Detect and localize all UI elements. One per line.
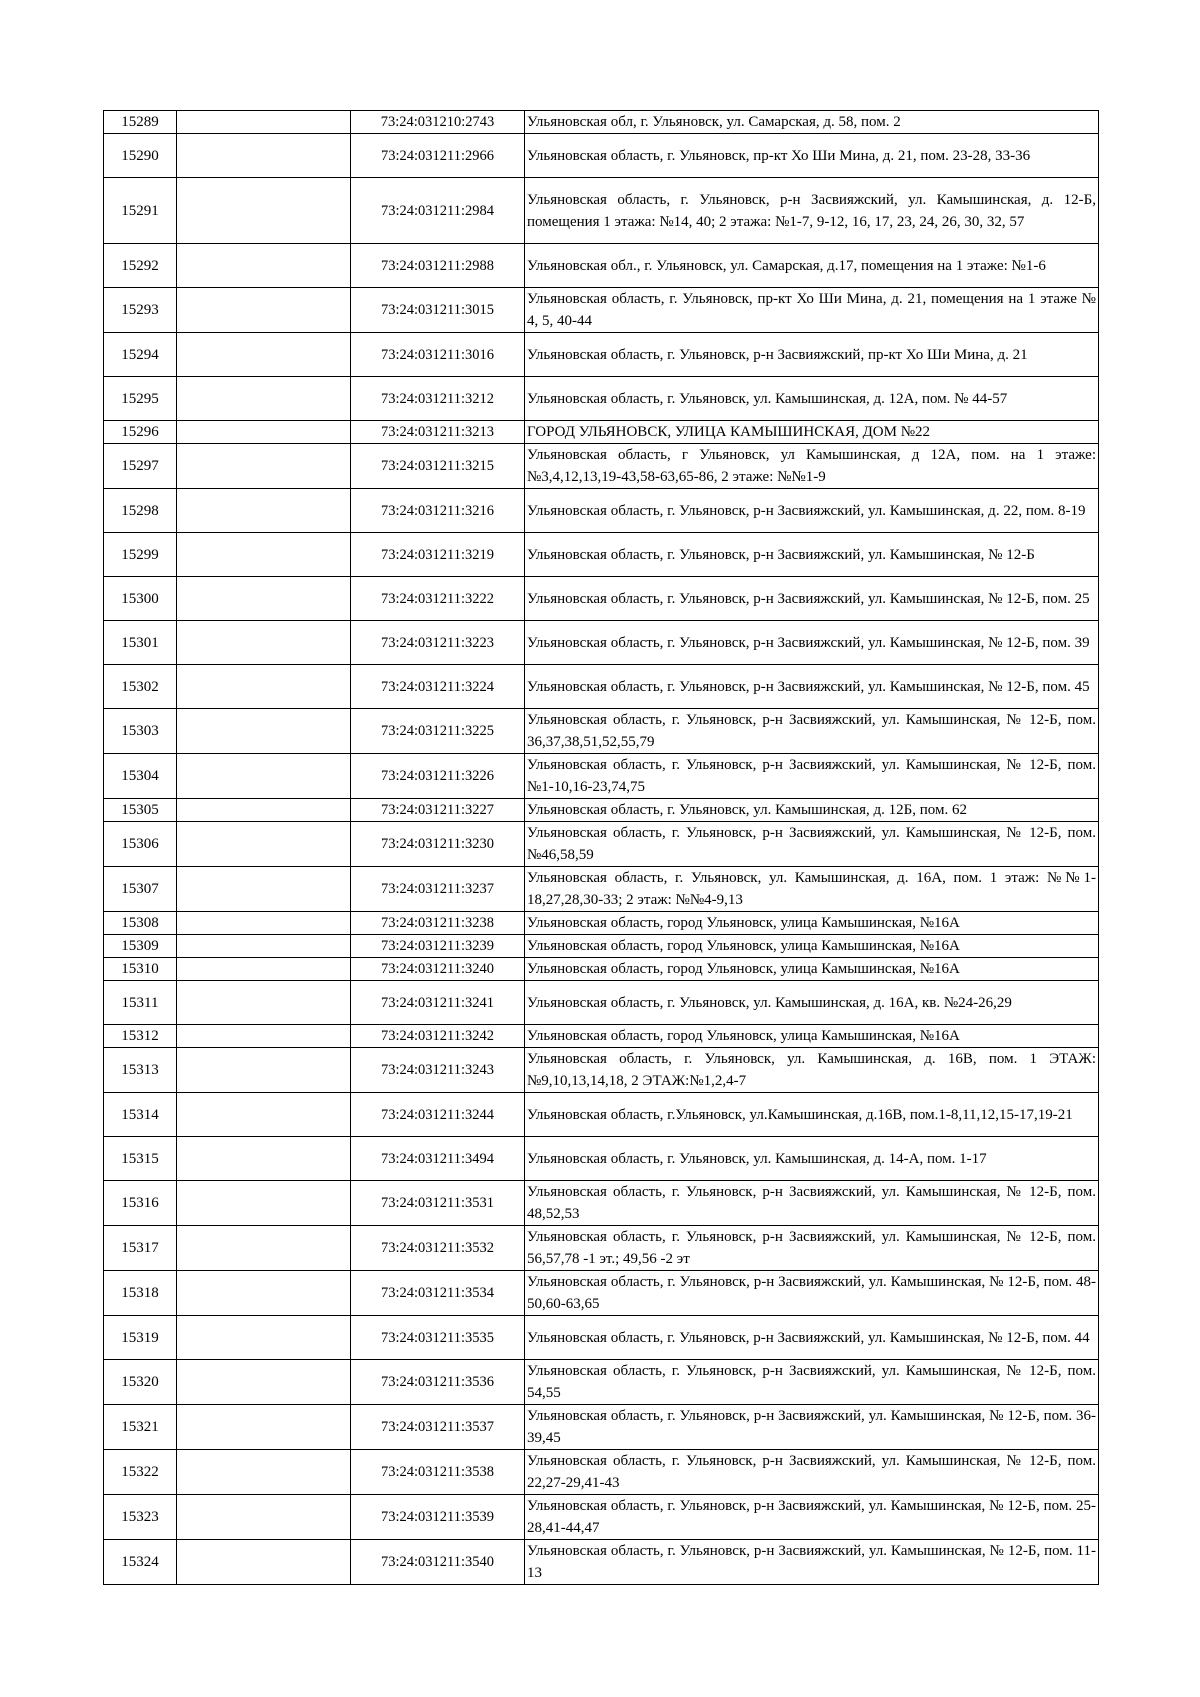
address-text: Ульяновская область, г. Ульяновск, р-н Засвияжский, ул. Камышинская, № 12-Б, пом. 25 [527,590,1090,607]
cadastral-number-cell: 73:24:031211:3494 [351,1137,525,1181]
address-cell [525,1316,1099,1360]
table-row [104,1137,1099,1181]
empty-cell [177,377,351,421]
address-cell [525,1226,1099,1271]
cadastral-number-cell: 73:24:031211:3230 [351,822,525,867]
table-row [104,1025,1099,1048]
table-row [104,935,1099,958]
address-cell [525,1025,1099,1048]
cadastral-number-cell: 73:24:031211:3539 [351,1495,525,1540]
cadastral-number-cell: 73:24:031211:2966 [351,134,525,178]
address-cell [525,489,1099,533]
address-cell [525,1540,1099,1585]
empty-cell [177,1316,351,1360]
table-row [104,1495,1099,1540]
address-text: Ульяновская область, г. Ульяновск, ул. Камышинская, д. 16В, пом. 1 ЭТАЖ:№9,10,13,14,18, 2 ЭТАЖ:№1,2,4-7 [527,1051,1096,1089]
empty-cell [177,754,351,799]
table-row [104,958,1099,981]
address-text: Ульяновская область, г. Ульяновск, ул. Камышинская, д. 12Б, пом. 62 [527,802,967,818]
empty-cell [177,244,351,288]
empty-cell [177,288,351,333]
row-number-cell: 15300 [104,577,177,621]
cadastral-number-cell: 73:24:031211:3534 [351,1271,525,1316]
address-text: Ульяновская область, г. Ульяновск, р-н Засвияжский, пр-кт Хо Ши Мина, д. 21 [527,346,1028,363]
row-number-cell: 15293 [104,288,177,333]
empty-cell [177,1226,351,1271]
empty-cell [177,799,351,822]
table-row [104,621,1099,665]
cadastral-number-cell: 73:24:031211:3239 [351,935,525,958]
address-text: Ульяновская область, г. Ульяновск, р-н Засвияжский, ул. Камышинская, № 12-Б, пом. 56,57,78 -1 эт.; 49,56 -2 эт [527,1229,1096,1267]
address-cell [525,244,1099,288]
table-row [104,1271,1099,1316]
address-text: Ульяновская область, г. Ульяновск, р-н Засвияжский, ул. Камышинская, № 12-Б, пом. 22,27-29,41-43 [527,1453,1096,1491]
table-row [104,709,1099,754]
empty-cell [177,489,351,533]
address-text: Ульяновская область, г. Ульяновск, р-н Засвияжский, ул. Камышинская, № 12-Б, пом. 39 [527,634,1090,651]
address-cell [525,665,1099,709]
address-text: Ульяновская область, город Ульяновск, улица Камышинская, №16А [527,961,960,977]
row-number-cell: 15290 [104,134,177,178]
registry-table [103,110,1099,1585]
empty-cell [177,1093,351,1137]
table-row [104,867,1099,912]
address-cell [525,1450,1099,1495]
cadastral-number-cell: 73:24:031211:3538 [351,1450,525,1495]
empty-cell [177,421,351,444]
address-text: Ульяновская область, г. Ульяновск, р-н Засвияжский, ул. Камышинская, № 12-Б, пом. 48-50,60-63,65 [527,1274,1096,1312]
cadastral-number-cell: 73:24:031211:3531 [351,1181,525,1226]
cadastral-number-cell: 73:24:031211:3244 [351,1093,525,1137]
cadastral-number-cell: 73:24:031211:3243 [351,1048,525,1093]
row-number-cell: 15324 [104,1540,177,1585]
cadastral-number-cell: 73:24:031211:3213 [351,421,525,444]
row-number-cell: 15301 [104,621,177,665]
table-row [104,1405,1099,1450]
empty-cell [177,1360,351,1405]
row-number-cell: 15308 [104,912,177,935]
empty-cell [177,867,351,912]
table-row [104,489,1099,533]
table-row [104,333,1099,377]
address-cell [525,958,1099,981]
table-row [104,1181,1099,1226]
row-number-cell: 15304 [104,754,177,799]
table-row [104,1450,1099,1495]
empty-cell [177,958,351,981]
table-row [104,822,1099,867]
empty-cell [177,1271,351,1316]
cadastral-number-cell: 73:24:031211:3216 [351,489,525,533]
table-row [104,533,1099,577]
table-row [104,1540,1099,1585]
cadastral-number-cell: 73:24:031211:3215 [351,444,525,489]
empty-cell [177,1181,351,1226]
row-number-cell: 15315 [104,1137,177,1181]
table-row [104,421,1099,444]
table-row [104,799,1099,822]
address-cell [525,621,1099,665]
address-cell [525,867,1099,912]
empty-cell [177,1025,351,1048]
row-number-cell: 15323 [104,1495,177,1540]
document-page [103,110,1099,1585]
cadastral-number-cell: 73:24:031211:2988 [351,244,525,288]
address-cell [525,111,1099,134]
empty-cell [177,444,351,489]
cadastral-number-cell: 73:24:031211:3223 [351,621,525,665]
empty-cell [177,912,351,935]
empty-cell [177,533,351,577]
cadastral-number-cell: 73:24:031211:2984 [351,178,525,244]
address-text: Ульяновская область, г. Ульяновск, ул. Камышинская, д. 16А, кв. №24-26,29 [527,994,1012,1011]
empty-cell [177,134,351,178]
address-text: Ульяновская область, г. Ульяновск, ул. Камышинская, д. 14-А, пом. 1-17 [527,1150,987,1167]
address-cell [525,333,1099,377]
cadastral-number-cell: 73:24:031211:3537 [351,1405,525,1450]
table-row [104,981,1099,1025]
empty-cell [177,1048,351,1093]
address-cell [525,822,1099,867]
address-cell [525,134,1099,178]
table-row [104,111,1099,134]
cadastral-number-cell: 73:24:031210:2743 [351,111,525,134]
address-cell [525,1360,1099,1405]
table-row [104,1048,1099,1093]
table-row [104,288,1099,333]
table-row [104,178,1099,244]
empty-cell [177,621,351,665]
cadastral-number-cell: 73:24:031211:3227 [351,799,525,822]
cadastral-number-cell: 73:24:031211:3535 [351,1316,525,1360]
table-row [104,1316,1099,1360]
row-number-cell: 15318 [104,1271,177,1316]
row-number-cell: 15297 [104,444,177,489]
address-text: ГОРОД УЛЬЯНОВСК, УЛИЦА КАМЫШИНСКАЯ, ДОМ №22 [527,424,931,440]
address-cell [525,1271,1099,1316]
row-number-cell: 15322 [104,1450,177,1495]
row-number-cell: 15302 [104,665,177,709]
cadastral-number-cell: 73:24:031211:3225 [351,709,525,754]
row-number-cell: 15321 [104,1405,177,1450]
address-cell [525,178,1099,244]
table-row [104,444,1099,489]
row-number-cell: 15312 [104,1025,177,1048]
address-cell [525,533,1099,577]
cadastral-number-cell: 73:24:031211:3015 [351,288,525,333]
row-number-cell: 15311 [104,981,177,1025]
address-cell [525,288,1099,333]
row-number-cell: 15306 [104,822,177,867]
address-text: Ульяновская область, г.Ульяновск, ул.Камышинская, д.16В, пом.1-8,11,12,15-17,19-21 [527,1106,1073,1123]
empty-cell [177,709,351,754]
row-number-cell: 15319 [104,1316,177,1360]
address-text: Ульяновская область, г. Ульяновск, р-н Засвияжский, ул. Камышинская, № 12-Б, пом. 36-39,45 [527,1408,1096,1446]
empty-cell [177,577,351,621]
empty-cell [177,1540,351,1585]
cadastral-number-cell: 73:24:031211:3238 [351,912,525,935]
address-text: Ульяновская область, г. Ульяновск, р-н Засвияжский, ул. Камышинская, № 12-Б, пом. 36,37,38,51,52,55,79 [527,712,1096,750]
row-number-cell: 15291 [104,178,177,244]
address-cell [525,1181,1099,1226]
row-number-cell: 15316 [104,1181,177,1226]
address-cell [525,935,1099,958]
cadastral-number-cell: 73:24:031211:3540 [351,1540,525,1585]
row-number-cell: 15298 [104,489,177,533]
address-text: Ульяновская область, г. Ульяновск, пр-кт Хо Ши Мина, д. 21, пом. 23-28, 33-36 [527,147,1031,164]
table-row [104,1093,1099,1137]
table-row [104,665,1099,709]
address-cell [525,1495,1099,1540]
empty-cell [177,822,351,867]
row-number-cell: 15294 [104,333,177,377]
address-text: Ульяновская область, г. Ульяновск, р-н Засвияжский, ул. Камышинская, № 12-Б, пом. 54,55 [527,1363,1096,1401]
cadastral-number-cell: 73:24:031211:3240 [351,958,525,981]
row-number-cell: 15307 [104,867,177,912]
empty-cell [177,1495,351,1540]
empty-cell [177,111,351,134]
cadastral-number-cell: 73:24:031211:3222 [351,577,525,621]
address-text: Ульяновская область, г. Ульяновск, ул. Камышинская, д. 16А, пом. 1 этаж: №№1-18,27,28,30-33; 2 этаж: №№4-9,13 [527,870,1096,908]
row-number-cell: 15313 [104,1048,177,1093]
address-text: Ульяновская область, город Ульяновск, улица Камышинская, №16А [527,915,960,931]
registry-table-body [104,111,1099,1585]
address-cell [525,1048,1099,1093]
empty-cell [177,981,351,1025]
address-cell [525,1093,1099,1137]
empty-cell [177,1405,351,1450]
empty-cell [177,1450,351,1495]
table-row [104,134,1099,178]
row-number-cell: 15295 [104,377,177,421]
row-number-cell: 15299 [104,533,177,577]
cadastral-number-cell: 73:24:031211:3237 [351,867,525,912]
row-number-cell: 15305 [104,799,177,822]
address-text: Ульяновская область, г. Ульяновск, р-н Засвияжский, ул. Камышинская, д. 22, пом. 8-19 [527,502,1086,519]
cadastral-number-cell: 73:24:031211:3224 [351,665,525,709]
address-cell [525,981,1099,1025]
address-text: Ульяновская область, г. Ульяновск, р-н Засвияжский, ул. Камышинская, № 12-Б [527,546,1035,563]
row-number-cell: 15309 [104,935,177,958]
address-cell [525,444,1099,489]
cadastral-number-cell: 73:24:031211:3219 [351,533,525,577]
address-cell [525,421,1099,444]
address-text: Ульяновская область, г. Ульяновск, р-н Засвияжский, ул. Камышинская, № 12-Б, пом. 45 [527,678,1090,695]
table-row [104,1360,1099,1405]
row-number-cell: 15310 [104,958,177,981]
address-text: Ульяновская область, г. Ульяновск, р-н Засвияжский, ул. Камышинская, № 12-Б, пом. 25-28,41-44,47 [527,1498,1096,1536]
cadastral-number-cell: 73:24:031211:3226 [351,754,525,799]
cadastral-number-cell: 73:24:031211:3016 [351,333,525,377]
row-number-cell: 15296 [104,421,177,444]
table-row [104,754,1099,799]
address-cell [525,709,1099,754]
address-cell [525,799,1099,822]
empty-cell [177,1137,351,1181]
table-row [104,377,1099,421]
address-text: Ульяновская область, г. Ульяновск, р-н Засвияжский, ул. Камышинская, № 12-Б, пом. №46,58,59 [527,825,1096,863]
empty-cell [177,333,351,377]
cadastral-number-cell: 73:24:031211:3242 [351,1025,525,1048]
row-number-cell: 15320 [104,1360,177,1405]
row-number-cell: 15289 [104,111,177,134]
table-row [104,912,1099,935]
address-cell [525,577,1099,621]
address-text: Ульяновская область, город Ульяновск, улица Камышинская, №16А [527,938,960,954]
table-row [104,244,1099,288]
cadastral-number-cell: 73:24:031211:3212 [351,377,525,421]
cadastral-number-cell: 73:24:031211:3241 [351,981,525,1025]
address-text: Ульяновская обл, г. Ульяновск, ул. Самарская, д. 58, пом. 2 [527,114,901,130]
row-number-cell: 15292 [104,244,177,288]
cadastral-number-cell: 73:24:031211:3536 [351,1360,525,1405]
table-row [104,1226,1099,1271]
address-text: Ульяновская область, город Ульяновск, улица Камышинская, №16А [527,1028,960,1044]
address-text: Ульяновская область, г. Ульяновск, пр-кт Хо Ши Мина, д. 21, помещения на 1 этаже № 4, 5, 40-44 [527,291,1096,329]
row-number-cell: 15303 [104,709,177,754]
row-number-cell: 15317 [104,1226,177,1271]
address-cell [525,1137,1099,1181]
address-text: Ульяновская область, г. Ульяновск, р-н Засвияжский, ул. Камышинская, № 12-Б, пом. 44 [527,1329,1090,1346]
address-text: Ульяновская область, г. Ульяновск, р-н Засвияжский, ул. Камышинская, № 12-Б, пом. №1-10,16-23,74,75 [527,757,1096,795]
address-text: Ульяновская область, г. Ульяновск, р-н Засвияжский, ул. Камышинская, № 12-Б, пом. 11-13 [527,1543,1096,1581]
address-text: Ульяновская область, г. Ульяновск, р-н Засвияжский, ул. Камышинская, № 12-Б, пом. 48,52,53 [527,1184,1096,1222]
row-number-cell: 15314 [104,1093,177,1137]
address-text: Ульяновская область, г Ульяновск, ул Камышинская, д 12А, пом. на 1 этаже: №3,4,12,13,19-43,58-63,65-86, 2 этаже: №№1-9 [527,447,1096,485]
cadastral-number-cell: 73:24:031211:3532 [351,1226,525,1271]
table-row [104,577,1099,621]
empty-cell [177,665,351,709]
empty-cell [177,935,351,958]
address-cell [525,1405,1099,1450]
address-text: Ульяновская область, г. Ульяновск, ул. Камышинская, д. 12А, пом. № 44-57 [527,390,1008,407]
empty-cell [177,178,351,244]
address-text: Ульяновская область, г. Ульяновск, р-н Засвияжский, ул. Камышинская, д. 12-Б, помещения 1 этажа: №14, 40; 2 этажа: №1-7, 9-12, 16, 17, 23, 24, 26, 30, 32, 57 [527,191,1096,230]
address-text: Ульяновская обл., г. Ульяновск, ул. Самарская, д.17, помещения на 1 этаже: №1-6 [527,257,1046,274]
address-cell [525,377,1099,421]
address-cell [525,912,1099,935]
address-cell [525,754,1099,799]
